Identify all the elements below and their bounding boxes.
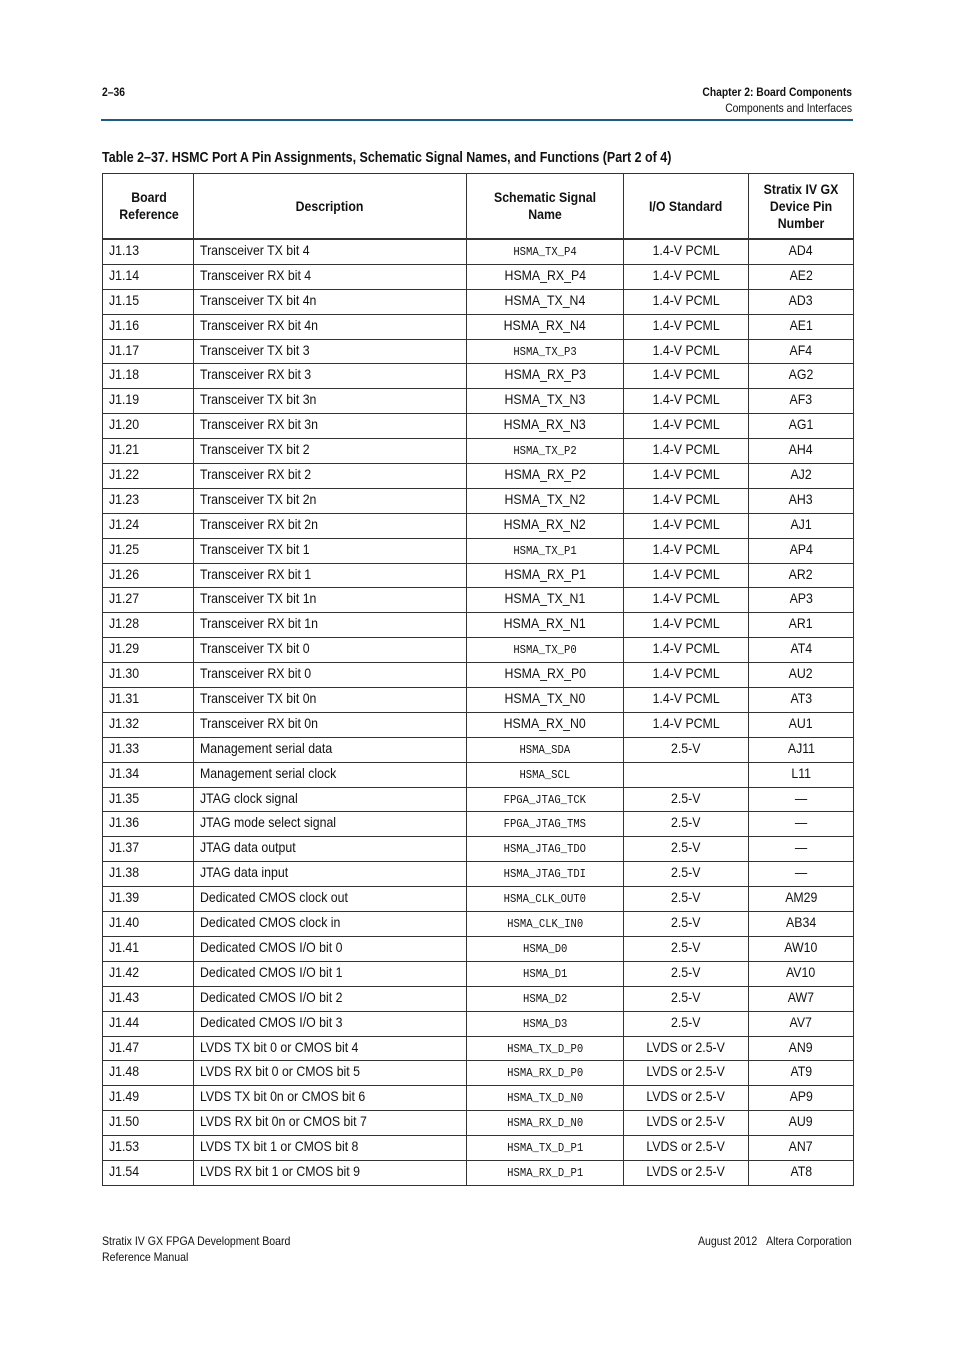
- io-standard-cell: 1.4-V PCML: [624, 688, 749, 713]
- io-standard-cell: [624, 762, 749, 787]
- pin-number-cell: AR1: [749, 613, 854, 638]
- table-row: [103, 712, 854, 737]
- board-reference-cell: J1.42: [103, 961, 194, 986]
- pin-number-cell: AM29: [749, 887, 854, 912]
- board-reference-cell: J1.43: [103, 986, 194, 1011]
- board-reference-cell: J1.53: [103, 1136, 194, 1161]
- pin-number-cell: AN7: [749, 1136, 854, 1161]
- description-cell: Transceiver RX bit 3n: [194, 414, 467, 439]
- pin-number-cell: AV10: [749, 961, 854, 986]
- signal-name-cell: HSMA_RX_P0: [467, 663, 624, 688]
- column-header-io-standard: I/O Standard: [624, 174, 749, 240]
- board-reference-cell: J1.28: [103, 613, 194, 638]
- signal-name-cell: HSMA_RX_P3: [467, 364, 624, 389]
- board-reference-cell: J1.44: [103, 1011, 194, 1036]
- io-standard-cell: 2.5-V: [624, 737, 749, 762]
- description-cell: Transceiver RX bit 0: [194, 663, 467, 688]
- board-reference-cell: J1.22: [103, 464, 194, 489]
- board-reference-cell: J1.13: [103, 239, 194, 264]
- pin-assignment-table: [102, 173, 854, 1186]
- chapter-title: Chapter 2: Board Components: [702, 85, 852, 99]
- table-row: [103, 688, 854, 713]
- description-cell: JTAG data output: [194, 837, 467, 862]
- signal-name-cell: HSMA_TX_D_N0: [467, 1086, 624, 1111]
- signal-name-cell: HSMA_D1: [467, 961, 624, 986]
- footer-company: Altera Corporation: [766, 1234, 852, 1248]
- table-row: [103, 638, 854, 663]
- description-cell: Transceiver RX bit 0n: [194, 712, 467, 737]
- io-standard-cell: 1.4-V PCML: [624, 488, 749, 513]
- signal-name-cell: HSMA_TX_P4: [467, 239, 624, 264]
- description-cell: Transceiver RX bit 1: [194, 563, 467, 588]
- description-cell: Dedicated CMOS I/O bit 2: [194, 986, 467, 1011]
- description-cell: Transceiver TX bit 3n: [194, 389, 467, 414]
- signal-name-cell: HSMA_RX_N2: [467, 513, 624, 538]
- description-cell: Transceiver TX bit 2n: [194, 488, 467, 513]
- column-header-description: Description: [194, 174, 467, 240]
- pin-number-cell: —: [749, 787, 854, 812]
- io-standard-cell: 2.5-V: [624, 787, 749, 812]
- description-cell: LVDS RX bit 0n or CMOS bit 7: [194, 1111, 467, 1136]
- footer-date: August 2012: [698, 1234, 758, 1248]
- running-header: [702, 84, 852, 116]
- board-reference-cell: J1.47: [103, 1036, 194, 1061]
- io-standard-cell: 2.5-V: [624, 912, 749, 937]
- pin-number-cell: AJ1: [749, 513, 854, 538]
- board-reference-cell: J1.26: [103, 563, 194, 588]
- signal-name-cell: HSMA_TX_N3: [467, 389, 624, 414]
- description-cell: Dedicated CMOS I/O bit 0: [194, 936, 467, 961]
- table-row: [103, 538, 854, 563]
- io-standard-cell: 2.5-V: [624, 936, 749, 961]
- io-standard-cell: LVDS or 2.5-V: [624, 1061, 749, 1086]
- board-reference-cell: J1.16: [103, 314, 194, 339]
- pin-number-cell: AH4: [749, 439, 854, 464]
- table-row: [103, 239, 854, 264]
- pin-number-cell: AG2: [749, 364, 854, 389]
- io-standard-cell: LVDS or 2.5-V: [624, 1111, 749, 1136]
- board-reference-cell: J1.33: [103, 737, 194, 762]
- description-cell: Transceiver RX bit 3: [194, 364, 467, 389]
- signal-name-cell: HSMA_CLK_IN0: [467, 912, 624, 937]
- io-standard-cell: LVDS or 2.5-V: [624, 1036, 749, 1061]
- signal-name-cell: HSMA_TX_D_P1: [467, 1136, 624, 1161]
- description-cell: Transceiver TX bit 3: [194, 339, 467, 364]
- signal-name-cell: HSMA_SCL: [467, 762, 624, 787]
- signal-name-cell: HSMA_JTAG_TDI: [467, 862, 624, 887]
- signal-name-cell: HSMA_D3: [467, 1011, 624, 1036]
- table-row: [103, 762, 854, 787]
- pin-number-cell: AT8: [749, 1160, 854, 1185]
- table-row: [103, 1160, 854, 1185]
- board-reference-cell: J1.32: [103, 712, 194, 737]
- io-standard-cell: 1.4-V PCML: [624, 538, 749, 563]
- io-standard-cell: LVDS or 2.5-V: [624, 1136, 749, 1161]
- description-cell: Transceiver TX bit 0: [194, 638, 467, 663]
- board-reference-cell: J1.17: [103, 339, 194, 364]
- io-standard-cell: 1.4-V PCML: [624, 439, 749, 464]
- table-row: [103, 464, 854, 489]
- table-row: [103, 862, 854, 887]
- pin-number-cell: AP4: [749, 538, 854, 563]
- board-reference-cell: J1.20: [103, 414, 194, 439]
- description-cell: Transceiver TX bit 1n: [194, 588, 467, 613]
- header-rule: [101, 119, 853, 121]
- board-reference-cell: J1.19: [103, 389, 194, 414]
- io-standard-cell: 1.4-V PCML: [624, 364, 749, 389]
- io-standard-cell: 1.4-V PCML: [624, 239, 749, 264]
- column-header-pin-number: Stratix IV GX Device Pin Number: [749, 174, 854, 240]
- io-standard-cell: 2.5-V: [624, 986, 749, 1011]
- board-reference-cell: J1.29: [103, 638, 194, 663]
- board-reference-cell: J1.24: [103, 513, 194, 538]
- io-standard-cell: 1.4-V PCML: [624, 464, 749, 489]
- io-standard-cell: 1.4-V PCML: [624, 638, 749, 663]
- signal-name-cell: HSMA_RX_N0: [467, 712, 624, 737]
- table-row: [103, 1136, 854, 1161]
- description-cell: Transceiver RX bit 2: [194, 464, 467, 489]
- description-cell: Dedicated CMOS clock in: [194, 912, 467, 937]
- board-reference-cell: J1.35: [103, 787, 194, 812]
- table-row: [103, 513, 854, 538]
- io-standard-cell: 1.4-V PCML: [624, 414, 749, 439]
- description-cell: Management serial data: [194, 737, 467, 762]
- description-cell: LVDS TX bit 0n or CMOS bit 6: [194, 1086, 467, 1111]
- board-reference-cell: J1.48: [103, 1061, 194, 1086]
- description-cell: Management serial clock: [194, 762, 467, 787]
- pin-number-cell: L11: [749, 762, 854, 787]
- board-reference-cell: J1.30: [103, 663, 194, 688]
- table-header-row: [103, 174, 854, 240]
- io-standard-cell: 1.4-V PCML: [624, 588, 749, 613]
- io-standard-cell: 1.4-V PCML: [624, 289, 749, 314]
- description-cell: Transceiver TX bit 1: [194, 538, 467, 563]
- description-cell: Transceiver TX bit 4: [194, 239, 467, 264]
- board-reference-cell: J1.54: [103, 1160, 194, 1185]
- board-reference-cell: J1.41: [103, 936, 194, 961]
- pin-number-cell: AU2: [749, 663, 854, 688]
- description-cell: Transceiver RX bit 4: [194, 264, 467, 289]
- pin-number-cell: AW10: [749, 936, 854, 961]
- table-row: [103, 1011, 854, 1036]
- signal-name-cell: HSMA_TX_N1: [467, 588, 624, 613]
- pin-number-cell: AT9: [749, 1061, 854, 1086]
- io-standard-cell: 1.4-V PCML: [624, 389, 749, 414]
- pin-number-cell: AB34: [749, 912, 854, 937]
- pin-number-cell: AE1: [749, 314, 854, 339]
- table-row: [103, 837, 854, 862]
- board-reference-cell: J1.31: [103, 688, 194, 713]
- description-cell: JTAG clock signal: [194, 787, 467, 812]
- signal-name-cell: HSMA_RX_D_P0: [467, 1061, 624, 1086]
- pin-number-cell: AJ11: [749, 737, 854, 762]
- pin-number-cell: —: [749, 837, 854, 862]
- footer-document: [102, 1233, 290, 1265]
- board-reference-cell: J1.37: [103, 837, 194, 862]
- io-standard-cell: 2.5-V: [624, 837, 749, 862]
- pin-number-cell: AW7: [749, 986, 854, 1011]
- board-reference-cell: J1.50: [103, 1111, 194, 1136]
- io-standard-cell: 2.5-V: [624, 1011, 749, 1036]
- board-reference-cell: J1.15: [103, 289, 194, 314]
- table-row: [103, 812, 854, 837]
- io-standard-cell: 1.4-V PCML: [624, 339, 749, 364]
- signal-name-cell: HSMA_RX_P1: [467, 563, 624, 588]
- signal-name-cell: HSMA_CLK_OUT0: [467, 887, 624, 912]
- pin-number-cell: AU1: [749, 712, 854, 737]
- description-cell: LVDS TX bit 1 or CMOS bit 8: [194, 1136, 467, 1161]
- pin-number-cell: AH3: [749, 488, 854, 513]
- pin-number-cell: AP9: [749, 1086, 854, 1111]
- signal-name-cell: HSMA_RX_P2: [467, 464, 624, 489]
- signal-name-cell: HSMA_RX_N3: [467, 414, 624, 439]
- footer-publisher: [698, 1233, 852, 1249]
- board-reference-cell: J1.34: [103, 762, 194, 787]
- table-row: [103, 1036, 854, 1061]
- io-standard-cell: 2.5-V: [624, 961, 749, 986]
- table-row: [103, 389, 854, 414]
- description-cell: Dedicated CMOS I/O bit 3: [194, 1011, 467, 1036]
- table-row: [103, 289, 854, 314]
- pin-number-cell: AD4: [749, 239, 854, 264]
- io-standard-cell: 1.4-V PCML: [624, 314, 749, 339]
- table-row: [103, 663, 854, 688]
- description-cell: Dedicated CMOS clock out: [194, 887, 467, 912]
- board-reference-cell: J1.38: [103, 862, 194, 887]
- page-number: 2–36: [102, 85, 125, 99]
- io-standard-cell: 1.4-V PCML: [624, 513, 749, 538]
- io-standard-cell: LVDS or 2.5-V: [624, 1160, 749, 1185]
- description-cell: Transceiver RX bit 2n: [194, 513, 467, 538]
- io-standard-cell: 2.5-V: [624, 887, 749, 912]
- board-reference-cell: J1.18: [103, 364, 194, 389]
- signal-name-cell: HSMA_D2: [467, 986, 624, 1011]
- table-row: [103, 563, 854, 588]
- io-standard-cell: LVDS or 2.5-V: [624, 1086, 749, 1111]
- table-row: [103, 314, 854, 339]
- signal-name-cell: HSMA_TX_N0: [467, 688, 624, 713]
- pin-number-cell: AR2: [749, 563, 854, 588]
- signal-name-cell: HSMA_RX_N4: [467, 314, 624, 339]
- io-standard-cell: 2.5-V: [624, 862, 749, 887]
- table-row: [103, 936, 854, 961]
- signal-name-cell: HSMA_TX_P3: [467, 339, 624, 364]
- pin-number-cell: AT3: [749, 688, 854, 713]
- description-cell: Transceiver RX bit 1n: [194, 613, 467, 638]
- table-row: [103, 439, 854, 464]
- pin-number-cell: AE2: [749, 264, 854, 289]
- table-row: [103, 986, 854, 1011]
- io-standard-cell: 1.4-V PCML: [624, 264, 749, 289]
- section-title: Components and Interfaces: [725, 101, 852, 115]
- description-cell: JTAG mode select signal: [194, 812, 467, 837]
- io-standard-cell: 1.4-V PCML: [624, 712, 749, 737]
- description-cell: LVDS TX bit 0 or CMOS bit 4: [194, 1036, 467, 1061]
- signal-name-cell: FPGA_JTAG_TCK: [467, 787, 624, 812]
- description-cell: Transceiver TX bit 2: [194, 439, 467, 464]
- signal-name-cell: HSMA_D0: [467, 936, 624, 961]
- description-cell: Transceiver RX bit 4n: [194, 314, 467, 339]
- signal-name-cell: HSMA_TX_P2: [467, 439, 624, 464]
- footer-doc-subtitle: Reference Manual: [102, 1250, 189, 1264]
- board-reference-cell: J1.36: [103, 812, 194, 837]
- pin-number-cell: AU9: [749, 1111, 854, 1136]
- signal-name-cell: HSMA_TX_P0: [467, 638, 624, 663]
- pin-number-cell: AG1: [749, 414, 854, 439]
- pin-number-cell: AD3: [749, 289, 854, 314]
- table-row: [103, 613, 854, 638]
- pin-number-cell: AF3: [749, 389, 854, 414]
- io-standard-cell: 2.5-V: [624, 812, 749, 837]
- board-reference-cell: J1.49: [103, 1086, 194, 1111]
- io-standard-cell: 1.4-V PCML: [624, 663, 749, 688]
- description-cell: Dedicated CMOS I/O bit 1: [194, 961, 467, 986]
- io-standard-cell: 1.4-V PCML: [624, 563, 749, 588]
- signal-name-cell: FPGA_JTAG_TMS: [467, 812, 624, 837]
- table-row: [103, 1086, 854, 1111]
- column-header-board-reference: Board Reference: [103, 174, 194, 240]
- column-header-signal-name: Schematic Signal Name: [467, 174, 624, 240]
- signal-name-cell: HSMA_TX_P1: [467, 538, 624, 563]
- board-reference-cell: J1.27: [103, 588, 194, 613]
- table-row: [103, 588, 854, 613]
- board-reference-cell: J1.23: [103, 488, 194, 513]
- board-reference-cell: J1.39: [103, 887, 194, 912]
- board-reference-cell: J1.14: [103, 264, 194, 289]
- table-row: [103, 887, 854, 912]
- table-row: [103, 488, 854, 513]
- pin-number-cell: AV7: [749, 1011, 854, 1036]
- table-row: [103, 364, 854, 389]
- io-standard-cell: 1.4-V PCML: [624, 613, 749, 638]
- table-row: [103, 1061, 854, 1086]
- description-cell: JTAG data input: [194, 862, 467, 887]
- table-row: [103, 339, 854, 364]
- signal-name-cell: HSMA_SDA: [467, 737, 624, 762]
- board-reference-cell: J1.25: [103, 538, 194, 563]
- board-reference-cell: J1.21: [103, 439, 194, 464]
- signal-name-cell: HSMA_RX_D_N0: [467, 1111, 624, 1136]
- pin-number-cell: —: [749, 862, 854, 887]
- table-row: [103, 264, 854, 289]
- table-row: [103, 912, 854, 937]
- description-cell: LVDS RX bit 1 or CMOS bit 9: [194, 1160, 467, 1185]
- pin-number-cell: AJ2: [749, 464, 854, 489]
- footer-doc-title: Stratix IV GX FPGA Development Board: [102, 1234, 291, 1248]
- description-cell: Transceiver TX bit 4n: [194, 289, 467, 314]
- pin-number-cell: AP3: [749, 588, 854, 613]
- pin-number-cell: —: [749, 812, 854, 837]
- board-reference-cell: J1.40: [103, 912, 194, 937]
- description-cell: LVDS RX bit 0 or CMOS bit 5: [194, 1061, 467, 1086]
- signal-name-cell: HSMA_JTAG_TDO: [467, 837, 624, 862]
- table-row: [103, 787, 854, 812]
- table-row: [103, 414, 854, 439]
- signal-name-cell: HSMA_RX_P4: [467, 264, 624, 289]
- table-caption: Table 2–37. HSMC Port A Pin Assignments, Schematic Signal Names, and Functions (Part 2 of 4): [102, 150, 672, 166]
- signal-name-cell: HSMA_RX_N1: [467, 613, 624, 638]
- signal-name-cell: HSMA_TX_N2: [467, 488, 624, 513]
- signal-name-cell: HSMA_TX_D_P0: [467, 1036, 624, 1061]
- pin-number-cell: AF4: [749, 339, 854, 364]
- table-row: [103, 1111, 854, 1136]
- signal-name-cell: HSMA_TX_N4: [467, 289, 624, 314]
- table-row: [103, 737, 854, 762]
- signal-name-cell: HSMA_RX_D_P1: [467, 1160, 624, 1185]
- pin-number-cell: AT4: [749, 638, 854, 663]
- description-cell: Transceiver TX bit 0n: [194, 688, 467, 713]
- table-row: [103, 961, 854, 986]
- pin-number-cell: AN9: [749, 1036, 854, 1061]
